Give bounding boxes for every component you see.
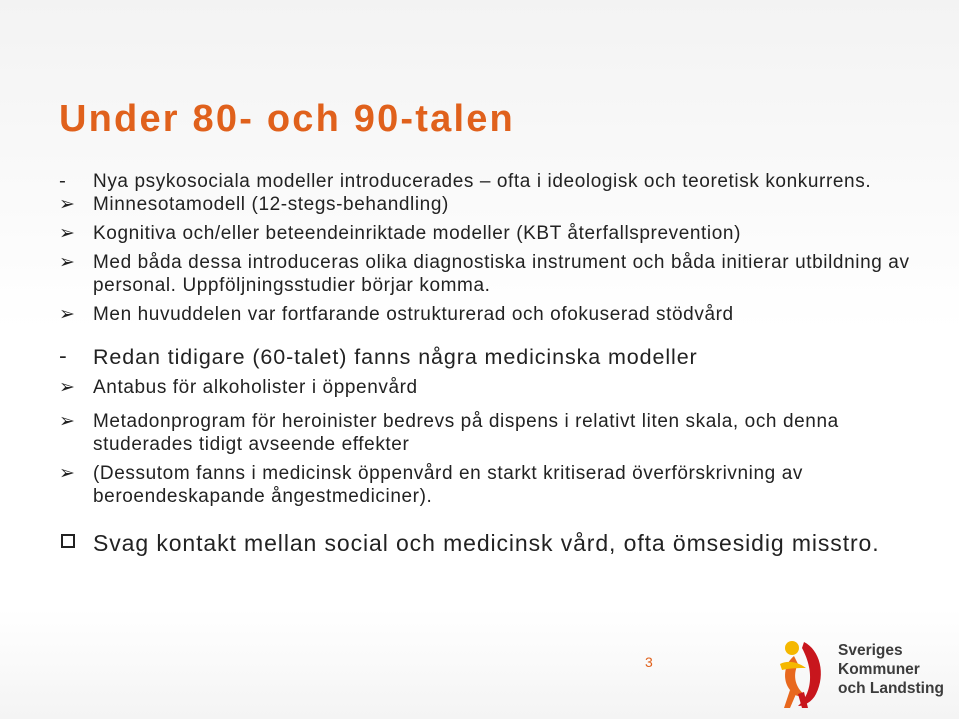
list-item xyxy=(59,344,939,370)
list-item xyxy=(59,193,939,216)
slide-title: Under 80- och 90-talen xyxy=(59,98,515,140)
arrow-bullet-icon: ➢ xyxy=(59,410,76,432)
list-item-text: Metadonprogram för heroinister bedrevs på dispens i relativt liten skala, och denna studerades tidigt avseende effekter xyxy=(93,411,839,455)
list-item xyxy=(59,303,939,326)
logo-wordmark xyxy=(838,641,944,698)
arrow-bullet-icon: ➢ xyxy=(59,193,76,215)
dash-bullet: - xyxy=(59,344,68,369)
list-item-text: Minnesotamodell (12-stegs-behandling) xyxy=(93,194,449,215)
dash-bullet: - xyxy=(59,170,67,192)
arrow-bullet-icon: ➢ xyxy=(59,251,76,273)
list-item-text: Men huvuddelen var fortfarande ostrukturerad och ofokuserad stödvård xyxy=(93,304,734,325)
logo-line: Kommuner xyxy=(838,661,920,678)
list-item xyxy=(59,222,939,245)
checkbox-bullet-icon xyxy=(61,534,75,548)
arrow-bullet-icon: ➢ xyxy=(59,462,76,484)
list-item xyxy=(59,530,939,557)
list-item-text: Svag kontakt mellan social och medicinsk vård, ofta ömsesidig misstro. xyxy=(93,530,880,556)
list-item-text: Kognitiva och/eller beteendeinriktade modeller (KBT återfallsprevention) xyxy=(93,223,742,244)
list-item-text: Antabus för alkoholister i öppenvård xyxy=(93,377,418,398)
page-number: 3 xyxy=(645,654,653,670)
list-item-text: (Dessutom fanns i medicinsk öppenvård en starkt kritiserad överförskrivning av beroendeskapande ångestmediciner). xyxy=(93,463,803,507)
arrow-bullet-icon: ➢ xyxy=(59,303,76,325)
list-item xyxy=(59,410,939,456)
list-item xyxy=(59,376,939,399)
list-item xyxy=(59,462,939,508)
list-item-text: Med båda dessa introduceras olika diagnostiska instrument och båda initierar utbildning av personal. Uppföljningsstudier börjar komma. xyxy=(93,252,910,296)
arrow-bullet-icon: ➢ xyxy=(59,376,76,398)
logo-line: Sveriges xyxy=(838,642,903,659)
list-item-text: Redan tidigare (60-talet) fanns några medicinska modeller xyxy=(93,345,698,369)
logo-line: och Landsting xyxy=(838,680,944,697)
slide-content xyxy=(59,170,939,557)
list-item xyxy=(59,170,939,193)
arrow-bullet-icon: ➢ xyxy=(59,222,76,244)
list-item-text: Nya psykosociala modeller introducerades – ofta i ideologisk och teoretisk konkurrens. xyxy=(93,171,872,192)
list-item xyxy=(59,251,939,297)
